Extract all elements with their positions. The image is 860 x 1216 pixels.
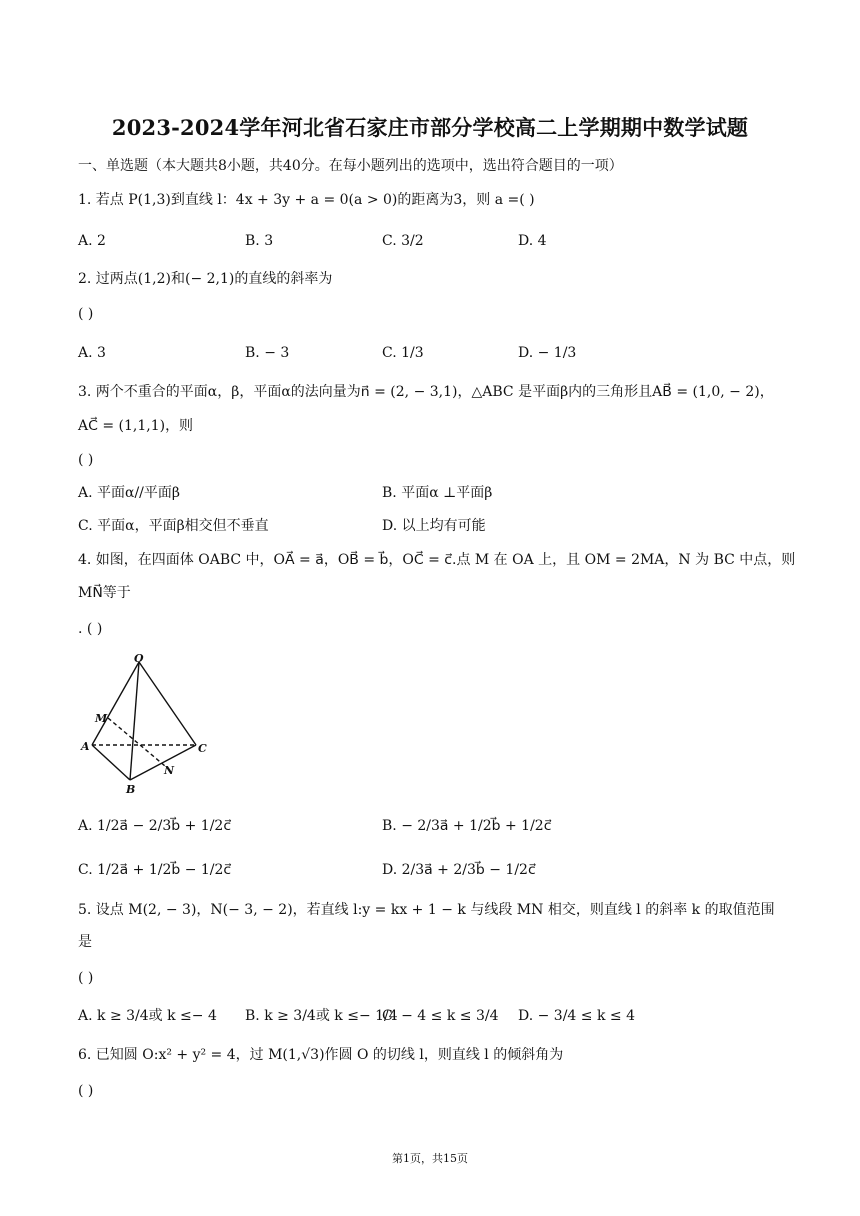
page-footer: 第1页，共15页 [392, 1152, 468, 1165]
label-m: M [95, 712, 108, 725]
q2-option-c: C. 1/3 [382, 345, 424, 361]
label-a: A [81, 740, 90, 753]
q2-option-b: B. − 3 [245, 345, 290, 361]
question-3-stem-line1: 3. 两个不重合的平面α，β，平面α的法向量为n⃗ = (2, − 3,1)，△ABC 是平面β内的三角形且AB⃗ = (1,0, − 2)， [78, 384, 774, 400]
q5-option-d: D. − 3/4 ≤ k ≤ 4 [518, 1008, 635, 1024]
label-n: N [164, 764, 175, 777]
q3-option-a: A. 平面α//平面β [78, 485, 180, 501]
question-4-stem-line2: MN⃗等于 [78, 585, 131, 601]
section-heading: 一、单选题（本大题共8小题，共40分。在每小题列出的选项中，选出符合题目的一项） [78, 158, 623, 174]
page-title: 2023-2024学年河北省石家庄市部分学校高二上学期期中数学试题 [111, 115, 749, 140]
question-6-stem: 6. 已知圆 O:x² + y² = 4，过 M(1,√3)作圆 O 的切线 l，则直线 l 的倾斜角为 [78, 1047, 564, 1063]
q4-option-a: A. 1/2a⃗ − 2/3b⃗ + 1/2c⃗ [78, 818, 232, 834]
question-5-paren: ( ) [78, 970, 94, 986]
question-4-stem-line1: 4. 如图，在四面体 OABC 中，OA⃗ = a⃗，OB⃗ = b⃗，OC⃗ = c⃗.点 M 在 OA 上，且 OM = 2MA，N 为 BC 中点，则 [78, 552, 796, 568]
q2-option-a: A. 3 [78, 345, 106, 361]
question-3-stem-line2: AC⃗ = (1,1,1)，则 [78, 418, 194, 434]
q5-option-b: B. k ≥ 3/4或 k ≤− 1/4 [245, 1008, 398, 1024]
question-3-paren: ( ) [78, 452, 94, 468]
tetrahedron-figure [78, 652, 218, 797]
q5-option-c: C. − 4 ≤ k ≤ 3/4 [382, 1008, 499, 1024]
label-b: B [126, 783, 136, 796]
q5-option-a: A. k ≥ 3/4或 k ≤− 4 [78, 1008, 217, 1024]
q4-option-c: C. 1/2a⃗ + 1/2b⃗ − 1/2c⃗ [78, 862, 232, 878]
question-4-paren: . ( ) [78, 621, 103, 637]
q3-option-b: B. 平面α ⊥平面β [382, 485, 493, 501]
question-2-paren: ( ) [78, 306, 94, 322]
q1-option-a: A. 2 [78, 233, 106, 249]
q1-option-b: B. 3 [245, 233, 274, 249]
label-o: O [134, 652, 144, 665]
question-5-stem-line1: 5. 设点 M(2, − 3)，N(− 3, − 2)，若直线 l:y = kx + 1 − k 与线段 MN 相交，则直线 l 的斜率 k 的取值范围 [78, 902, 775, 918]
q4-option-b: B. − 2/3a⃗ + 1/2b⃗ + 1/2c⃗ [382, 818, 552, 834]
label-c: C [198, 742, 207, 755]
question-5-stem-line2: 是 [78, 934, 92, 950]
q1-option-d: D. 4 [518, 233, 547, 249]
question-1-stem: 1. 若点 P(1,3)到直线 l：4x + 3y + a = 0(a > 0)的距离为3，则 a =( ) [78, 192, 535, 208]
question-2-stem: 2. 过两点(1,2)和(− 2,1)的直线的斜率为 [78, 271, 333, 287]
q4-option-d: D. 2/3a⃗ + 2/3b⃗ − 1/2c⃗ [382, 862, 536, 878]
question-6-paren: ( ) [78, 1083, 94, 1099]
q2-option-d: D. − 1/3 [518, 345, 577, 361]
q1-option-c: C. 3/2 [382, 233, 424, 249]
q3-option-d: D. 以上均有可能 [382, 518, 486, 534]
q3-option-c: C. 平面α，平面β相交但不垂直 [78, 518, 269, 534]
